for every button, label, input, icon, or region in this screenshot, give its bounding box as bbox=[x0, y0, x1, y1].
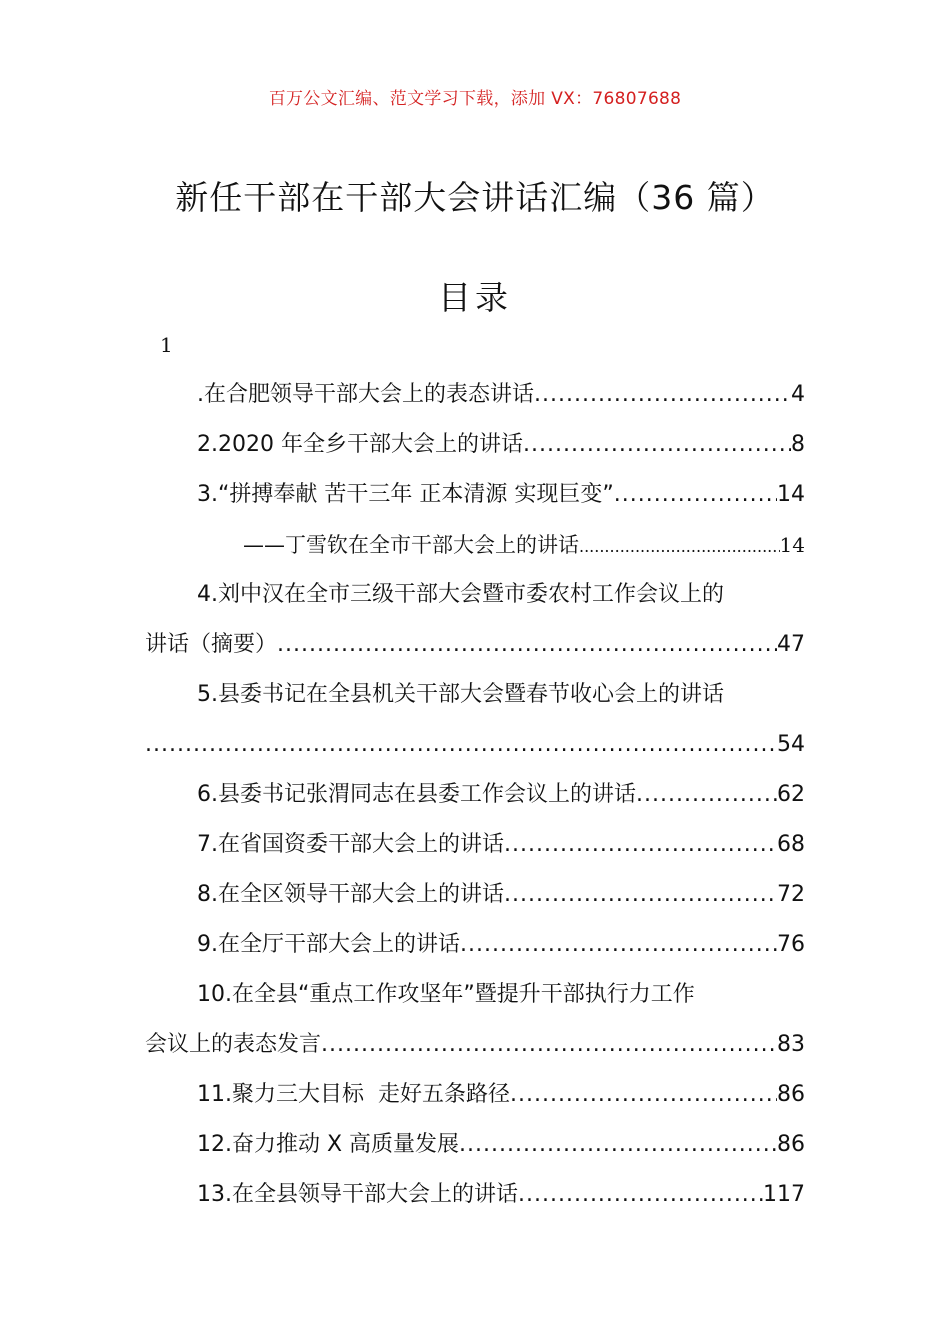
toc-entry-8 bbox=[145, 870, 805, 920]
toc-entry-title: ——丁雪钦在全市干部大会上的讲话 bbox=[243, 533, 579, 557]
toc-entry-3 bbox=[145, 470, 805, 520]
toc-entry-page: 62 bbox=[777, 782, 805, 807]
toc-entry-title: 9.在全厅干部大会上的讲话 bbox=[197, 932, 460, 957]
toc-entry-title: 11.聚力三大目标 走好五条路径 bbox=[197, 1082, 510, 1107]
toc-entry-12 bbox=[145, 1120, 805, 1170]
toc-entry-page: 83 bbox=[777, 1032, 805, 1057]
toc-entry-10-line-2 bbox=[145, 1020, 805, 1070]
toc-entry-4-line-1 bbox=[145, 570, 805, 620]
toc-heading: 目录 bbox=[438, 278, 512, 317]
document-title: 新任干部在干部大会讲话汇编（36 篇） bbox=[175, 178, 775, 217]
toc-entry-2 bbox=[145, 420, 805, 470]
toc-entry-title: 13.在全县领导干部大会上的讲话 bbox=[197, 1182, 518, 1207]
toc-entry-title: .在合肥领导干部大会上的表态讲话 bbox=[197, 382, 534, 407]
toc-leader-dots bbox=[460, 920, 777, 970]
toc-entry-title: 5.县委书记在全县机关干部大会暨春节收心会上的讲话 bbox=[197, 682, 724, 707]
toc-entry-title: 4.刘中汉在全市三级干部大会暨市委农村工作会议上的 bbox=[197, 582, 724, 607]
toc-entry-page: 117 bbox=[763, 1182, 805, 1207]
toc-leader-dots bbox=[614, 470, 777, 520]
toc-entry-page: 68 bbox=[777, 832, 805, 857]
toc-entry-3-subtitle bbox=[145, 520, 805, 570]
toc-entry-title: 8.在全区领导干部大会上的讲话 bbox=[197, 882, 504, 907]
toc-leader-dots bbox=[321, 1020, 777, 1070]
toc-entry-6 bbox=[145, 770, 805, 820]
toc-entry-title: 讲话（摘要） bbox=[145, 632, 278, 657]
toc-leader-dots bbox=[579, 522, 780, 572]
toc-entry-page: 8 bbox=[791, 432, 805, 457]
toc-leader-dots bbox=[523, 420, 791, 470]
toc-entry-title: 10.在全县“重点工作攻坚年”暨提升干部执行力工作 bbox=[197, 982, 695, 1007]
toc-entry-page: 54 bbox=[777, 732, 805, 757]
toc-leader-dots bbox=[504, 870, 777, 920]
toc-entry-title: 12.奋力推动 X 高质量发展 bbox=[197, 1132, 460, 1157]
toc-entry-page: 86 bbox=[777, 1082, 805, 1107]
watermark-banner: 百万公文汇编、范文学习下载，添加 VX：76807688 bbox=[268, 89, 682, 109]
toc-entry-page: 14 bbox=[777, 482, 805, 507]
toc-leader-dots bbox=[459, 1120, 777, 1170]
toc-entry-4-line-2 bbox=[145, 620, 805, 670]
toc-leader-dots bbox=[510, 1070, 777, 1120]
toc-entry-9 bbox=[145, 920, 805, 970]
toc-leader-dots bbox=[518, 1170, 763, 1220]
toc-entry-5-line-2 bbox=[145, 720, 805, 770]
toc-entry-page: 4 bbox=[791, 382, 805, 407]
toc-entry-5-line-1 bbox=[145, 670, 805, 720]
table-of-contents bbox=[145, 370, 805, 1220]
toc-leader-dots bbox=[145, 720, 777, 770]
toc-entry-11 bbox=[145, 1070, 805, 1120]
toc-entry-7 bbox=[145, 820, 805, 870]
toc-leader-dots bbox=[504, 820, 777, 870]
toc-entry-title: 3.“拼搏奉献 苦干三年 正本清源 实现巨变” bbox=[197, 482, 614, 507]
toc-entry-page: 47 bbox=[777, 632, 805, 657]
toc-entry-title: 2.2020 年全乡干部大会上的讲话 bbox=[197, 432, 523, 457]
toc-marker: 1 bbox=[160, 333, 173, 357]
toc-entry-page: 86 bbox=[777, 1132, 805, 1157]
toc-leader-dots bbox=[636, 770, 777, 820]
toc-leader-dots bbox=[534, 370, 791, 420]
toc-entry-page: 14 bbox=[779, 533, 805, 557]
toc-entry-13 bbox=[145, 1170, 805, 1220]
toc-entry-page: 76 bbox=[777, 932, 805, 957]
toc-entry-1 bbox=[145, 370, 805, 420]
toc-entry-title: 7.在省国资委干部大会上的讲话 bbox=[197, 832, 504, 857]
toc-entry-page: 72 bbox=[777, 882, 805, 907]
toc-entry-10-line-1 bbox=[145, 970, 805, 1020]
toc-leader-dots bbox=[277, 620, 777, 670]
toc-entry-title: 6.县委书记张渭同志在县委工作会议上的讲话 bbox=[197, 782, 636, 807]
toc-entry-title: 会议上的表态发言 bbox=[145, 1032, 322, 1057]
